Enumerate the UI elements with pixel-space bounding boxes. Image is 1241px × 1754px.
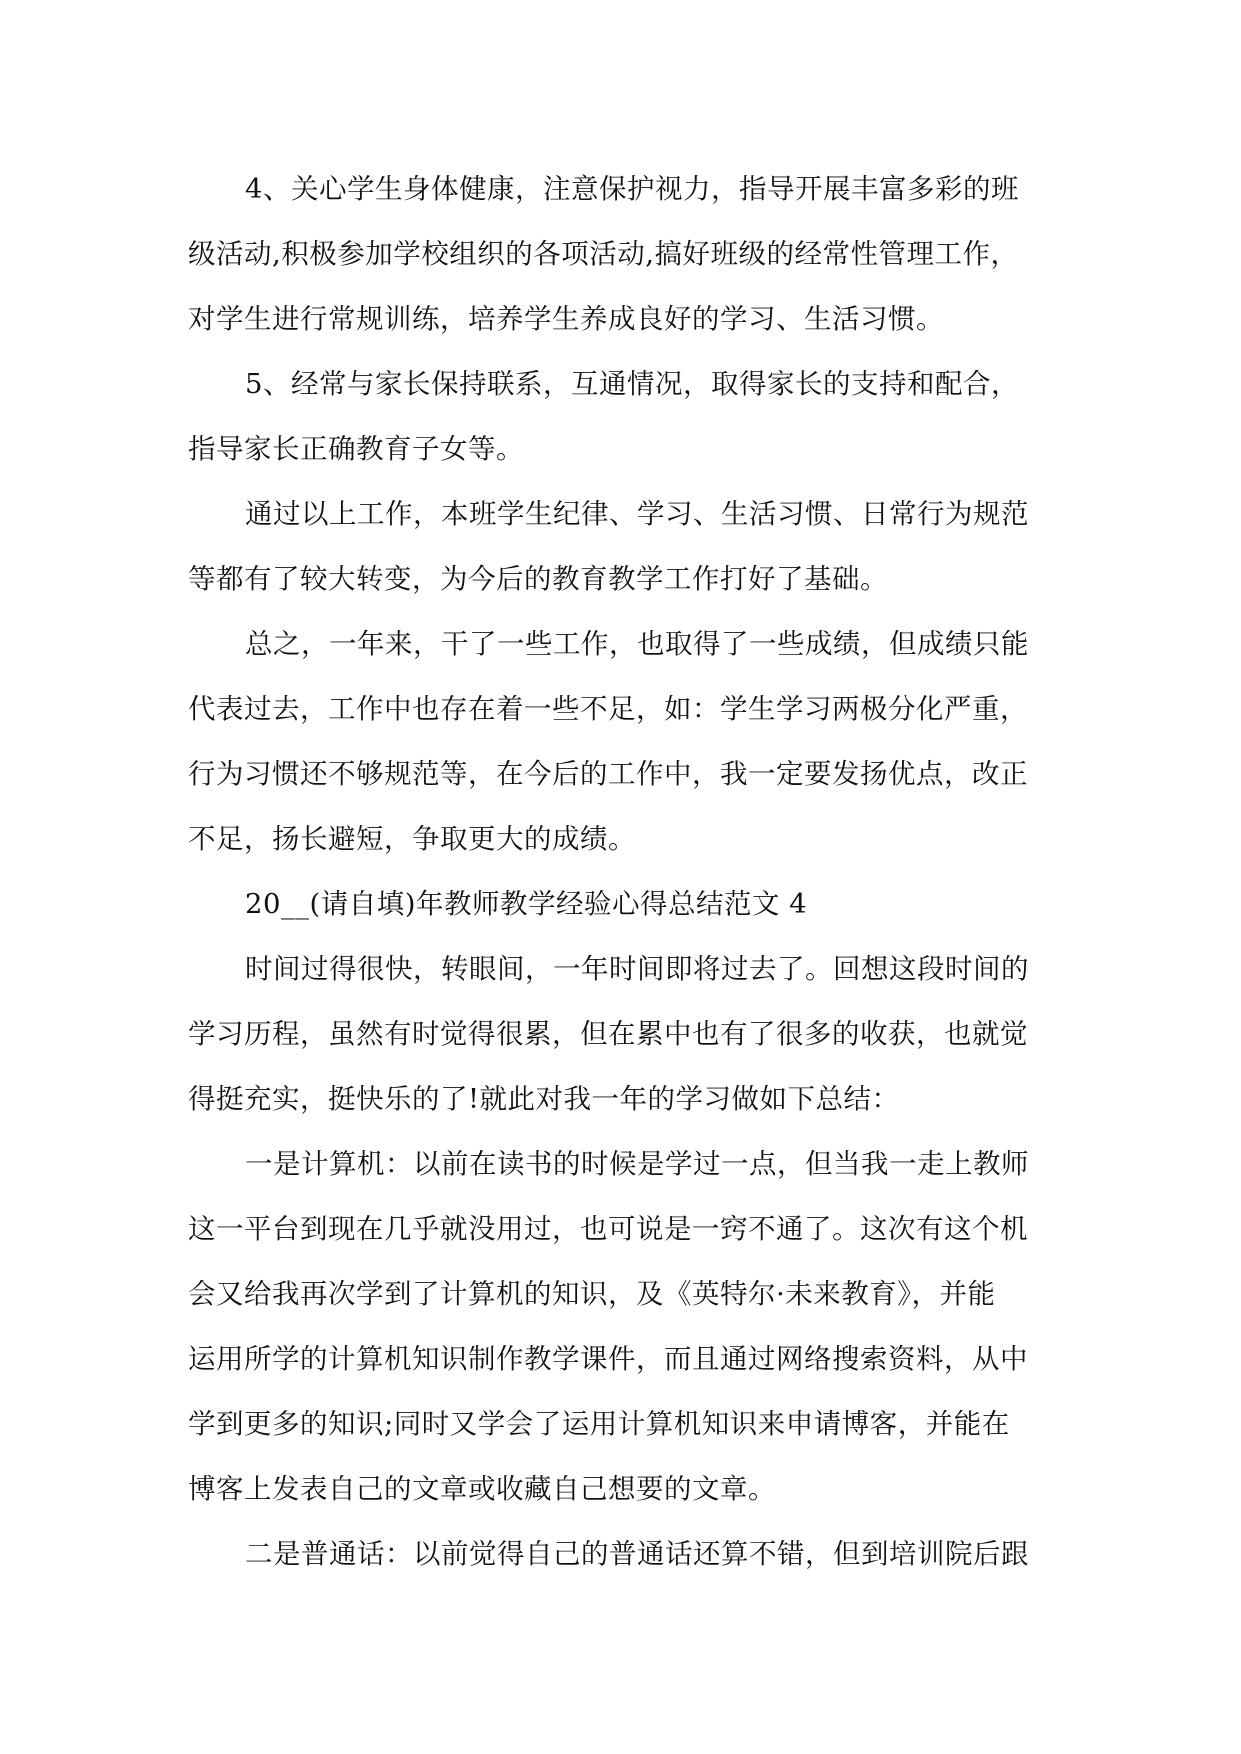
text-line: 时间过得很快，转眼间，一年时间即将过去了。回想这段时间的 <box>245 953 1029 985</box>
text-line: 级活动,积极参加学校组织的各项活动,搞好班级的经常性管理工作， <box>188 238 1019 270</box>
text-line: 5、经常与家长保持联系，互通情况，取得家长的支持和配合， <box>245 368 1019 400</box>
text-line: 行为习惯还不够规范等，在今后的工作中，我一定要发扬优点，改正 <box>188 758 1028 790</box>
text-line: 指导家长正确教育子女等。 <box>188 433 524 465</box>
section-heading: 20__(请自填)年教师教学经验心得总结范文 4 <box>245 888 808 920</box>
text-line: 总之，一年来，干了一些工作，也取得了一些成绩，但成绩只能 <box>245 628 1029 660</box>
text-line: 代表过去，工作中也存在着一些不足，如：学生学习两极分化严重， <box>188 693 1028 725</box>
text-line: 通过以上工作，本班学生纪律、学习、生活习惯、日常行为规范 <box>245 498 1029 530</box>
document-body <box>188 157 1058 1587</box>
text-line: 学到更多的知识;同时又学会了运用计算机知识来申请博客，并能在 <box>188 1408 1010 1440</box>
text-line: 得挺充实，挺快乐的了!就此对我一年的学习做如下总结： <box>188 1083 900 1115</box>
text-line: 会又给我再次学到了计算机的知识，及《英特尔·未来教育》，并能 <box>188 1278 996 1310</box>
text-line: 运用所学的计算机知识制作教学课件，而且通过网络搜索资料，从中 <box>188 1343 1028 1375</box>
text-line: 这一平台到现在几乎就没用过，也可说是一窍不通了。这次有这个机 <box>188 1213 1028 1245</box>
text-line: 一是计算机：以前在读书的时候是学过一点，但当我一走上教师 <box>245 1148 1029 1180</box>
text-line: 等都有了较大转变，为今后的教育教学工作打好了基础。 <box>188 563 888 595</box>
text-line: 不足，扬长避短，争取更大的成绩。 <box>188 823 636 855</box>
text-line: 二是普通话：以前觉得自己的普通话还算不错，但到培训院后跟 <box>245 1538 1029 1570</box>
text-line: 博客上发表自己的文章或收藏自己想要的文章。 <box>188 1473 776 1505</box>
text-line: 4、关心学生身体健康，注意保护视力，指导开展丰富多彩的班 <box>245 173 1019 205</box>
text-line: 对学生进行常规训练，培养学生养成良好的学习、生活习惯。 <box>188 303 944 335</box>
text-line: 学习历程，虽然有时觉得很累，但在累中也有了很多的收获，也就觉 <box>188 1018 1028 1050</box>
